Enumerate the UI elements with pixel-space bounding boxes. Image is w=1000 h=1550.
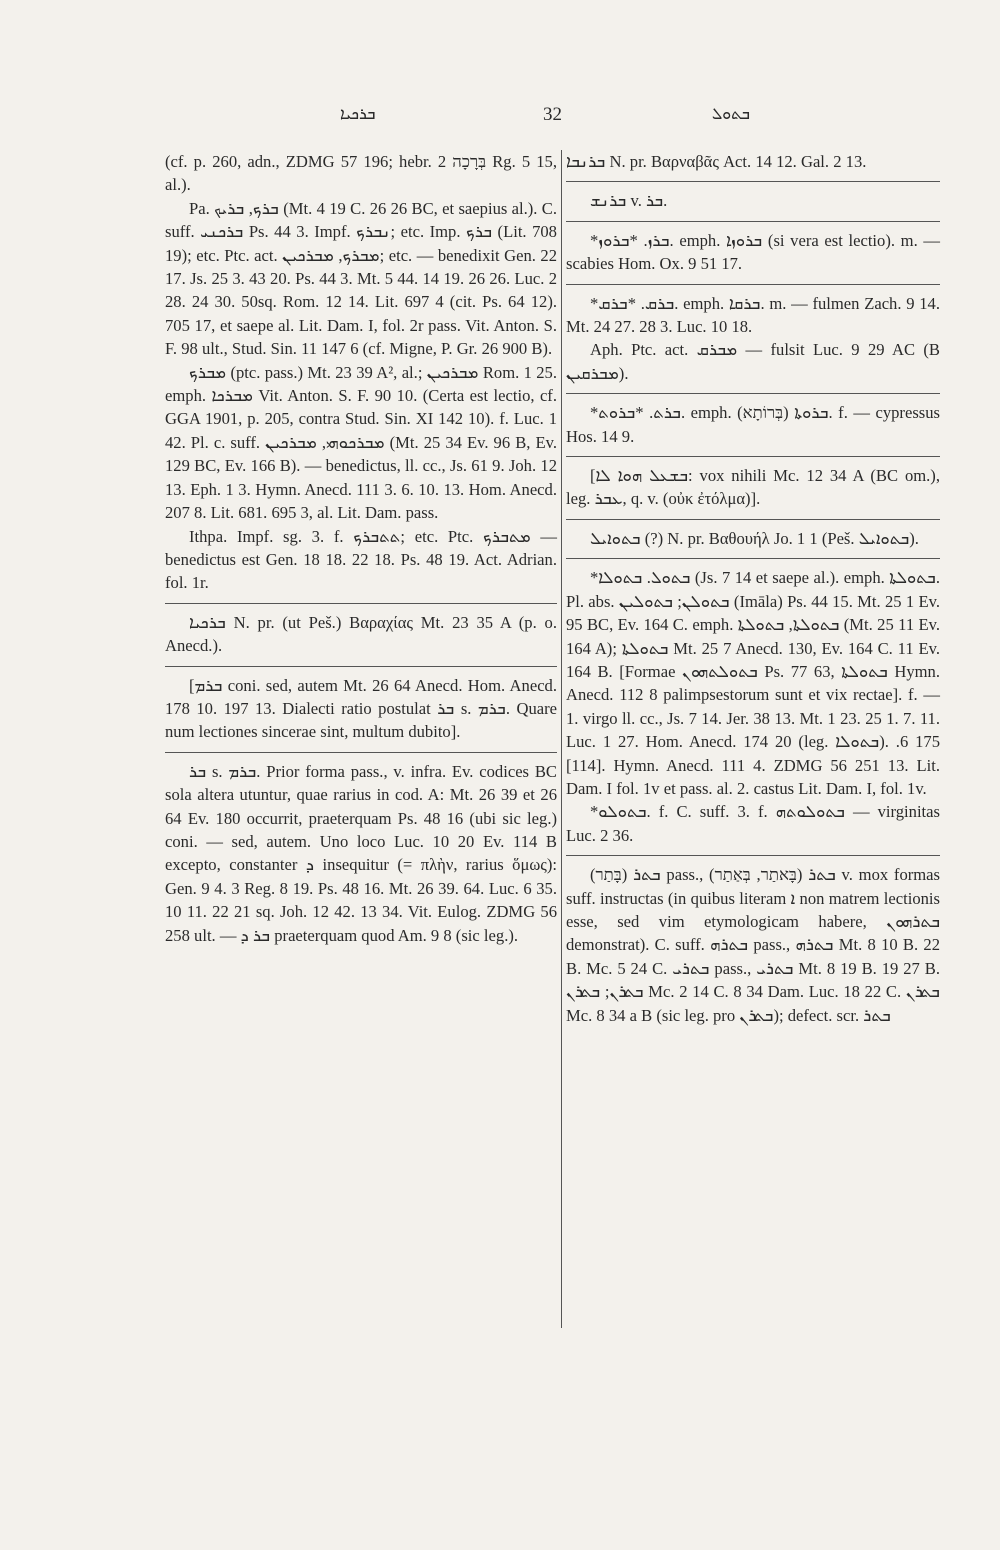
entry-separator xyxy=(165,603,557,604)
dictionary-entry xyxy=(566,229,940,276)
entry-separator xyxy=(566,393,940,394)
entry-separator xyxy=(566,456,940,457)
entry-separator xyxy=(165,666,557,667)
dictionary-entry xyxy=(566,292,940,386)
entry-paragraph: ܒܪܟܝܐ N. pr. (ut Peš.) Βαραχίας Mt. 23 35 A (p. o. Anecd.). xyxy=(165,612,557,656)
entry-paragraph: *ܒܪܩ. *ܒܪܩ. emph. ܒܪܩܐ. m. — fulmen Zach. 9 14. Mt. 24 27. 28 3. Luc. 10 18. xyxy=(566,293,940,337)
page-number: 32 xyxy=(543,104,562,125)
dictionary-entry xyxy=(566,150,940,173)
entry-separator xyxy=(566,519,940,520)
running-head-right-word: ܒܬܘܠ xyxy=(711,104,750,123)
entry-paragraph: *ܒܪܙ. *ܒܪܘܙ. emph. ܒܪܘܙܐ (si vera est lectio). m. — scabies Hom. Ox. 9 51 17. xyxy=(566,230,940,274)
dictionary-entry xyxy=(566,863,940,1027)
dictionary-entry xyxy=(165,674,557,744)
dictionary-entry xyxy=(566,566,940,847)
entry-paragraph: ܒܬܘܐܝܠ (?) N. pr. Βαθουήλ Jo. 1 1 (Peš. ܒܬܘܐܝܠ). xyxy=(590,528,919,548)
entry-separator xyxy=(566,181,940,182)
entry-paragraph: ܒܪܢܒܐ N. pr. Βαρναβᾶς Act. 14 12. Gal. 2 13. xyxy=(566,152,867,171)
dictionary-entry xyxy=(165,150,557,595)
entry-paragraph: [ܒܪܡ coni. sed, autem Mt. 26 64 Anecd. Hom. Anecd. 178 10. 197 13. Dialecti ratio postulat ܒܪ s. ܒܪܡ. Quare num lectiones sincerae sint, multum dubito]. xyxy=(165,675,557,742)
entry-separator xyxy=(566,558,940,559)
entry-separator xyxy=(566,221,940,222)
dictionary-entry xyxy=(165,760,557,947)
entry-separator xyxy=(165,752,557,753)
entry-paragraph: *ܒܪܬ. *ܒܪܘܬ. emph. ܒܪܘܬܐ (בְּרוֹתָא). f. — cypressus Hos. 14 9. xyxy=(566,403,940,446)
dictionary-entry xyxy=(566,464,940,511)
entry-separator xyxy=(566,855,940,856)
entry-paragraph: Ithpa. Impf. sg. 3. f. ܬܬܒܪܟ; etc. Ptc. ܡܬܒܪܟ — benedictus est Gen. 18 18. 22 18. Ps. 48 19. Act. Adrian. fol. 1r. xyxy=(165,526,557,593)
entry-paragraph: ܒܪ s. ܒܪܡ. Prior forma pass., v. infra. Ev. codices BC sola altera utuntur, quae rarius in cod. A: Mt. 26 39 et 26 64 Ev. 180 occurrit, praeterquam Ps. 48 16 (ubi sic leg.) coni. — sed, autem. Uno loco Luc. 10 20 Ev. 114 B excepto, constanter ܕ insequitur (= πλὴν, rarius ὅμως): Gen. 9 4. 3 Reg. 8 19. Ps. 48 16. Mt. 26 39. 64. Luc. 6 35. 10 11. 22 21 sq. Joh. 12 42. 13 34. Vit. Eulog. ZDMG 56 258 ult. — ܒܪ ܕ praeterquam quod Am. 9 8 (sic leg.). xyxy=(165,761,558,945)
right-column xyxy=(566,150,940,1027)
running-head-left-word: ܒܪܟܝܐ xyxy=(340,104,376,123)
running-head xyxy=(165,104,940,130)
left-column xyxy=(165,150,557,947)
entry-paragraph: [ܒܫܥܠ ܗܘܐ ܠܐ: vox nihili Mc. 12 34 A (BC om.), leg. ܥܒܪ, q. v. (οὐκ ἐτόλμα)]. xyxy=(566,466,940,509)
entry-paragraph: *ܒܬܘܠ. ܒܬܘܠܐ (Js. 7 14 et saepe al.). emph. ܒܬܘܠܬܐ. Pl. abs. ܒܬܘܠܢ; ܒܬܘܠܝܢ (Imāla) Ps. 44 15. Mt. 25 1 Ev. 95 BC, Ev. 164 C. emph. ܒܬܘܠܬܐ, ܒܬܘܠܬܐ (Mt. 25 11 Ev. 164 A); ܒܬܘܠܬܐ Mt. 25 7 Anecd. 130, Ev. 164 C. 11 Ev. 164 B. [Formae ܒܬܘܠܬܗܘܢ Ps. 77 63, ܒܬܘܠܬܐ Hymn. Anecd. 112 8 palimpsestorum sunt et vix rectae]. f. — 1. virgo ll. cc., Js. 7 14. Jer. 38 13. Mt. 1 23. 25 1. 7. 11. Luc. 1 27. Hom. Anecd. 174 20 (leg. ܒܬܘܠܐ). 175 6. [114]. Hymn. Anecd. 111 4. ZDMG 56 251 13. Lit. Dam. I fol. 1v et pass. al. 2. castus Lit. Dam. I, fol. 1v. xyxy=(566,568,940,798)
dictionary-entry xyxy=(566,189,940,212)
entry-paragraph: ܡܒܪܟ (ptc. pass.) Mt. 23 39 A², al.; ܡܒܪܟܝܢ Rom. 1 25. emph. ܡܒܪܟܐ Vit. Anton. S. F. 90 10. (Certa est lectio, cf. GGA 1901, p. 205, contra Stud. Sin. XI 142 10). f. Luc. 1 42. Pl. c. suff. ܡܒܪܟܘܗܝ, ܡܒܪܟܝܢ (Mt. 25 34 Ev. 96 B, Ev. 129 BC, Ev. 166 B). — benedictus, ll. cc., Js. 61 9. Joh. 12 13. Eph. 1 3. Hymn. Anecd. 111 3. 6. 10. 13. Hom. Anecd. 207 8. Lit. 681. 695 3, al. Lit. Dam. pass. xyxy=(165,362,557,523)
entry-separator xyxy=(566,284,940,285)
entry-paragraph: (cf. p. 260, adn., ZDMG 57 196; hebr. בְּרָכָה 2 Rg. 5 15, al.). xyxy=(165,152,558,195)
dictionary-entry xyxy=(566,401,940,448)
entry-paragraph: ܒܪܢܫ v. ܒܪ. xyxy=(590,191,668,211)
dictionary-entry xyxy=(165,611,557,658)
entry-paragraph: Pa. ܒܪܟ, ܒܪܝܟ (Mt. 4 19 C. 26 26 BC, et saepius al.). C. suff. ܒܪܟܢܝ Ps. 44 3. Impf. ܢܒܪܟ; etc. Imp. ܒܪܟ (Lit. 708 19); etc. Ptc. act. ܡܒܪܟ, ܡܒܪܟܝܢ; etc. — benedixit Gen. 22 17. Js. 25 3. 43 20. Ps. 44 3. Mt. 5 44. 14 19. 26 26. Luc. 2 28. 24 30. 50sq. Rom. 12 14. Lit. 697 4 (cit. Ps. 64 12). 705 17, et saepe al. Lit. Dam. I, fol. 2r pass. Vit. Anton. S. F. 98 ult., Stud. Sin. 11 147 6 (cf. Migne, P. Gr. 26 900 B). xyxy=(165,198,558,359)
column-divider xyxy=(561,150,562,1328)
entry-paragraph: *ܒܬܘܠܘ. f. C. suff. 3. f. ܒܬܘܠܘܬܗ — virginitas Luc. 2 36. xyxy=(566,802,940,845)
entry-paragraph: ܒܬܪ (בָּתַר) pass., ܒܬܪ (בָּאתַר, בְּאַתַר) v. mox formas suff. instructas (in quibus literam ܐ non matrem lectionis esse, sed vim etymologicam habere, ܒܬܪܗܘܢ demonstrat). C. suff. ܒܬܪܗ pass., ܒܬܪܗ Mt. 8 10 B. 22 B. Mc. 5 24 C. ܒܬܪܝ pass., ܒܬܪܝ Mt. 8 19 B. 19 27 B. ܒܬܪܢ; ܒܬܪܢ Mc. 2 14 C. 8 34 Dam. Luc. 18 22 C. ܒܬܪܢ Mc. 8 34 a B (sic leg. pro ܒܬܪܢ); defect. scr. ܒܬܪ xyxy=(566,865,941,1025)
dictionary-entry xyxy=(566,527,940,550)
entry-paragraph: Aph. Ptc. act. ܡܒܪܩ — fulsit Luc. 9 29 AC (B ܡܒܪܩܝܢ). xyxy=(566,340,941,383)
